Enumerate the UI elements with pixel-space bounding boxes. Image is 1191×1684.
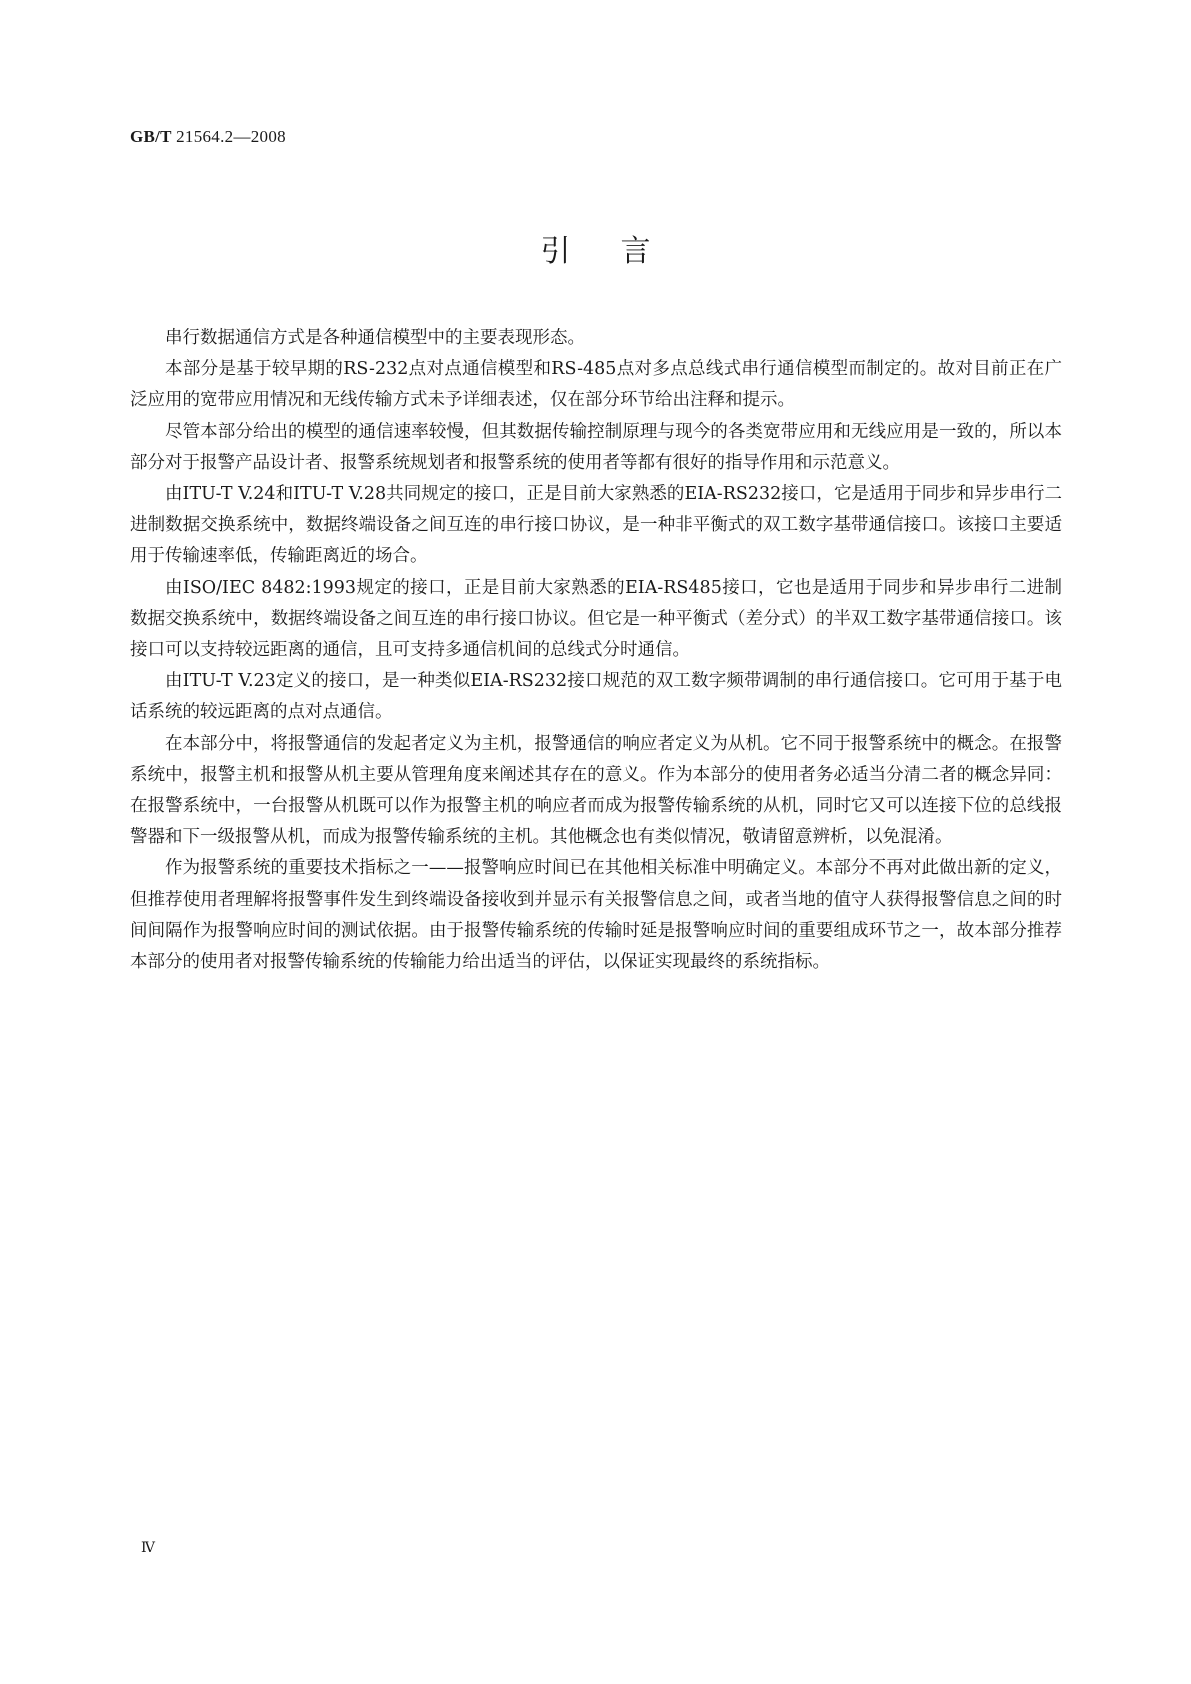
paragraph: 作为报警系统的重要技术指标之一——报警响应时间已在其他相关标准中明确定义。本部分不再对此做出新的定义，但推荐使用者理解将报警事件发生到终端设备接收到并显示有关报警信息之间，或者当地的值守人获得报警信息之间的时间间隔作为报警响应时间的测试依据。由于报警传输系统的传输时延是报警响应时间的重要组成环节之一，故本部分推荐本部分的使用者对报警传输系统的传输能力给出适当的评估，以保证实现最终的系统指标。: [130, 858, 1062, 973]
paragraph: 由ISO/IEC 8482:1993规定的接口，正是目前大家熟悉的EIA-RS485接口，它也是适用于同步和异步串行二进制数据交换系统中，数据终端设备之间互连的串行接口协议。但它是一种平衡式（差分式）的半双工数字基带通信接口。该接口可以支持较远距离的通信，且可支持多通信机间的总线式分时通信。: [130, 577, 1062, 661]
paragraph: 在本部分中，将报警通信的发起者定义为主机，报警通信的响应者定义为从机。它不同于报警系统中的概念。在报警系统中，报警主机和报警从机主要从管理角度来阐述其存在的意义。作为本部分的使用者务必适当分清二者的概念异同：在报警系统中，一台报警从机既可以作为报警主机的响应者而成为报警传输系统的从机，同时它又可以连接下位的总线报警器和下一级报警从机，而成为报警传输系统的主机。其他概念也有类似情况，敬请留意辨析，以免混淆。: [130, 733, 1062, 848]
body-text: [130, 323, 1062, 978]
paragraph: 串行数据通信方式是各种通信模型中的主要表现形态。: [165, 328, 585, 348]
paragraph: 本部分是基于较早期的RS-232点对点通信模型和RS-485点对多点总线式串行通信模型而制定的。故对目前正在广泛应用的宽带应用情况和无线传输方式未予详细表述，仅在部分环节给出注释和提示。: [130, 359, 1062, 411]
paragraph: 尽管本部分给出的模型的通信速率较慢，但其数据传输控制原理与现今的各类宽带应用和无线应用是一致的，所以本部分对于报警产品设计者、报警系统规划者和报警系统的使用者等都有很好的指导作用和示范意义。: [130, 421, 1062, 473]
document-code: [130, 127, 286, 147]
document-code-prefix: GB/T: [130, 127, 172, 146]
paragraph: 由ITU-T V.23定义的接口，是一种类似EIA-RS232接口规范的双工数字频带调制的串行通信接口。它可用于基于电话系统的较远距离的点对点通信。: [130, 671, 1062, 723]
page-title: 引言: [540, 234, 701, 269]
page-number: Ⅳ: [141, 1541, 155, 1556]
paragraph: 由ITU-T V.24和ITU-T V.28共同规定的接口，正是目前大家熟悉的EIA-RS232接口，它是适用于同步和异步串行二进制数据交换系统中，数据终端设备之间互连的串行接口协议，是一种非平衡式的双工数字基带通信接口。该接口主要适用于传输速率低，传输距离近的场合。: [130, 484, 1062, 567]
document-code-number: 21564.2—2008: [176, 127, 286, 146]
